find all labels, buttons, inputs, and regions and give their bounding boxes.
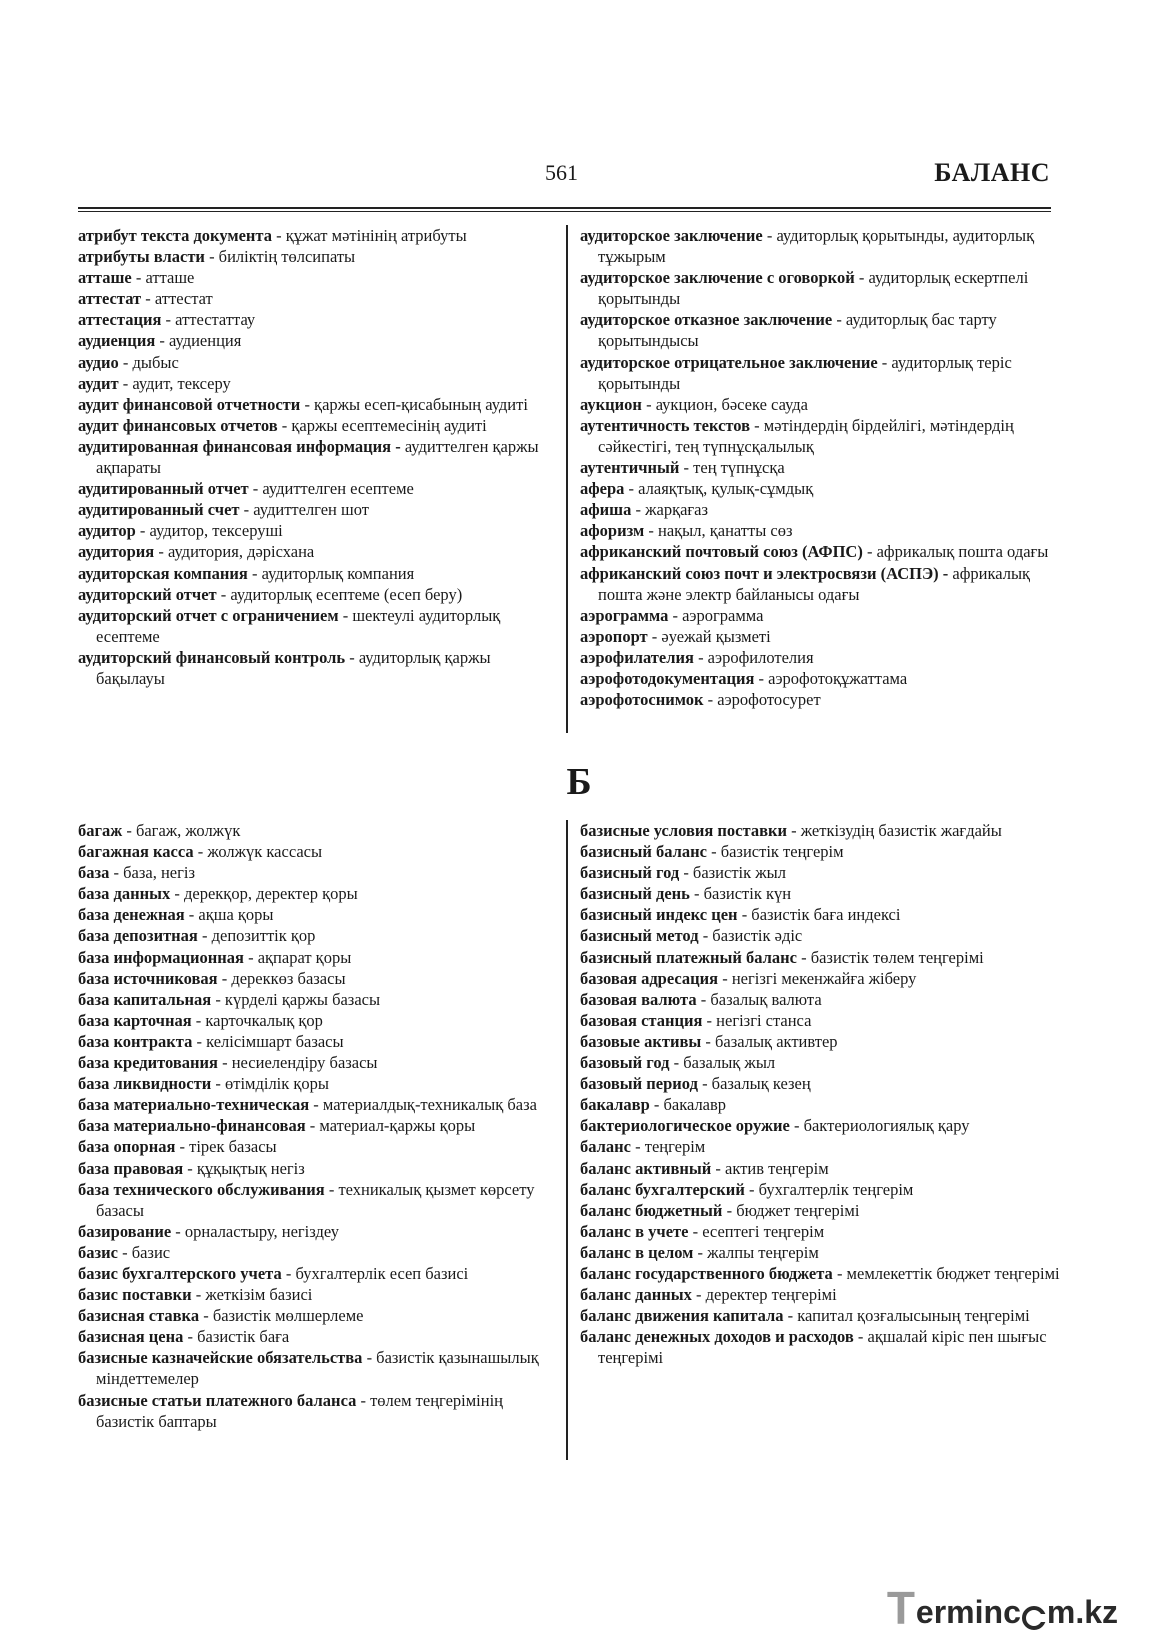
entry-definition: - актив теңгерім	[711, 1158, 829, 1178]
entry-term: базисный метод	[580, 926, 699, 946]
entry-definition: - тең түпнұсқа	[679, 458, 785, 478]
dictionary-entry	[78, 394, 556, 415]
column-left	[78, 820, 556, 1432]
entry-definition: - капитал қозғалысының теңгерімі	[783, 1306, 1030, 1326]
dictionary-entry	[580, 668, 1060, 689]
entry-definition: - әуежай қызметі	[647, 626, 771, 646]
entry-definition: - базистік әдіс	[698, 926, 803, 946]
dictionary-entry	[78, 225, 556, 246]
dictionary-entry	[580, 883, 1060, 904]
entry-definition: - аудиенция	[155, 331, 242, 351]
entry-definition: - несиелендіру базасы	[217, 1053, 378, 1073]
column-right	[580, 225, 1060, 710]
entry-definition: - техникалық қызмет көрсету базасы	[96, 1179, 535, 1220]
entry-term: аудит финансовых отчетов	[78, 415, 278, 435]
dictionary-entry	[580, 1284, 1060, 1305]
dictionary-entry	[78, 541, 556, 562]
entry-definition: - базалық жыл	[669, 1053, 776, 1073]
entry-definition: - базис	[117, 1242, 171, 1262]
entry-term: базисные казначейские обязательства	[78, 1348, 363, 1368]
dictionary-entry	[78, 883, 556, 904]
entry-definition: африкалық пошта және электр байланысы одағы	[598, 563, 1031, 604]
dictionary-entry	[580, 968, 1060, 989]
entry-term: базис поставки	[78, 1285, 192, 1305]
entry-term: аудит финансовой отчетности	[78, 394, 301, 414]
dictionary-entry	[580, 1326, 1060, 1368]
dictionary-entry	[580, 563, 1060, 605]
entry-definition: - келісімшарт базасы	[192, 1031, 344, 1051]
dictionary-entry	[78, 605, 556, 647]
dictionary-entry	[78, 436, 556, 478]
entry-term: база информационная	[78, 947, 244, 967]
entry-term: база контракта	[78, 1031, 193, 1051]
dictionary-entry	[580, 904, 1060, 925]
entry-definition: - базистік баға	[183, 1327, 290, 1347]
entry-term: база капитальная	[78, 989, 212, 1009]
entry-definition: - жеткізудің базистік жағдайы	[787, 821, 1002, 840]
dictionary-entry	[580, 499, 1060, 520]
dictionary-entry	[78, 989, 556, 1010]
dictionary-entry	[580, 541, 1060, 562]
entry-definition: - материалдық-техникалық база	[309, 1095, 537, 1115]
entry-term: баланс бухгалтерский	[580, 1179, 745, 1199]
entry-definition: - аукцион, бәсеке сауда	[641, 394, 809, 414]
dictionary-entry	[580, 1010, 1060, 1031]
entry-definition: - өтімділік қоры	[211, 1074, 330, 1094]
letter-heading: Б	[566, 761, 592, 803]
entry-definition: - аудиторлық бас тарту қорытындысы	[598, 310, 997, 351]
entry-definition: - құжат мәтінінің атрибуты	[271, 226, 467, 245]
dictionary-entry	[78, 415, 556, 436]
entry-term: аэрограмма	[580, 605, 669, 625]
dictionary-entry	[78, 904, 556, 925]
entry-term: аутентичный	[580, 458, 680, 478]
dictionary-entry	[78, 520, 556, 541]
dictionary-entry	[580, 1115, 1060, 1136]
entry-term: аудиторский отчет	[78, 584, 217, 604]
entry-term: база материально-техническая	[78, 1095, 310, 1115]
dictionary-entry	[78, 1221, 556, 1242]
entry-term: аудитория	[78, 542, 155, 562]
column-divider	[566, 225, 568, 733]
entry-term: базис бухгалтерского учета	[78, 1263, 282, 1283]
dictionary-entry	[78, 862, 556, 883]
entry-term: базирование	[78, 1221, 172, 1241]
entry-definition: - аэрофотосурет	[703, 690, 821, 710]
termincom-logo	[886, 1582, 1118, 1634]
entry-term: баланс государственного бюджета	[580, 1263, 833, 1283]
entry-term: аудиторский финансовый контроль	[78, 647, 346, 667]
dictionary-entry	[78, 968, 556, 989]
entry-term: базисные условия поставки	[580, 821, 787, 840]
entry-term: баланс денежных доходов и расходов	[580, 1327, 854, 1347]
dictionary-entry	[78, 330, 556, 351]
dictionary-entry	[580, 267, 1060, 309]
entry-term: баланс движения капитала	[580, 1306, 784, 1326]
entry-definition: - аудиторлық ескертпелі қорытынды	[598, 268, 1029, 309]
entry-term: аудитированный отчет	[78, 479, 249, 499]
entry-term: базовая валюта	[580, 989, 697, 1009]
dictionary-entry	[580, 1073, 1060, 1094]
dictionary-entry	[78, 1242, 556, 1263]
entry-definition: - атташе	[131, 268, 195, 288]
entry-term: аукцион	[580, 394, 642, 414]
entry-term: аудитор	[78, 521, 136, 541]
dictionary-entry	[78, 267, 556, 288]
dictionary-entry	[78, 563, 556, 584]
dictionary-entry	[580, 647, 1060, 668]
dictionary-entry	[580, 352, 1060, 394]
entry-definition: - теңгерім	[630, 1137, 706, 1157]
dictionary-entry	[580, 1221, 1060, 1242]
entry-definition: - базистік теңгерім	[706, 842, 844, 862]
dictionary-entry	[580, 520, 1060, 541]
entry-definition: - есептегі теңгерім	[688, 1221, 825, 1241]
entry-definition: - тірек базасы	[175, 1137, 277, 1157]
entry-definition: - аудитор, тексеруші	[135, 521, 283, 541]
entry-definition: - аудиторлық қорытынды, аудиторлық тұжырым	[598, 226, 1035, 267]
dictionary-entry	[580, 1031, 1060, 1052]
entry-term: аудитированный счет	[78, 500, 240, 520]
dictionary-entry	[78, 1326, 556, 1347]
dictionary-entry	[78, 246, 556, 267]
dictionary-entry	[580, 415, 1060, 457]
dictionary-entry	[78, 1305, 556, 1326]
entry-definition: - төлем теңгерімінің базистік баптары	[96, 1390, 504, 1431]
entry-term: аудиторская компания	[78, 563, 248, 583]
entry-definition: - нақыл, қанатты сөз	[644, 521, 793, 541]
dictionary-entry	[78, 1052, 556, 1073]
entry-term: баланс бюджетный	[580, 1200, 723, 1220]
column-right	[580, 820, 1060, 1368]
entry-definition: - аудиттелген шот	[239, 500, 369, 520]
dictionary-entry	[580, 989, 1060, 1010]
entry-term: бактериологическое оружие	[580, 1116, 790, 1136]
dictionary-entry	[78, 309, 556, 330]
entry-term: аттестат	[78, 289, 142, 309]
entry-term: базисный день	[580, 884, 690, 904]
entry-definition: - депозиттік қор	[197, 926, 316, 946]
dictionary-entry	[580, 1052, 1060, 1073]
dictionary-entry	[580, 394, 1060, 415]
entry-term: базисная цена	[78, 1327, 184, 1347]
entry-definition: - африкалық пошта одағы	[862, 542, 1049, 562]
entry-term: аэрофотодокументация	[580, 668, 755, 688]
dictionary-entry	[78, 1073, 556, 1094]
entry-term: база денежная	[78, 905, 185, 925]
entry-term: базисный индекс цен	[580, 905, 738, 925]
logo-t-letter: T	[886, 1582, 915, 1634]
column-left	[78, 225, 556, 689]
dictionary-entry	[580, 309, 1060, 351]
dictionary-entry	[78, 1158, 556, 1179]
dictionary-entry	[78, 1136, 556, 1157]
entry-definition: - дереккөз базасы	[217, 968, 346, 988]
dictionary-entry	[78, 647, 556, 689]
dictionary-entry	[78, 1010, 556, 1031]
logo-text-b: m.kz	[1046, 1594, 1118, 1630]
entry-definition: - базистік күн	[689, 884, 792, 904]
entry-term: аудит	[78, 373, 119, 393]
entry-definition: - биліктің төлсипаты	[204, 247, 356, 267]
dictionary-entry	[580, 605, 1060, 626]
dictionary-entry	[78, 820, 556, 841]
dictionary-entry	[78, 947, 556, 968]
entry-definition: - ақша қоры	[184, 905, 274, 925]
dictionary-entry	[78, 288, 556, 309]
entry-term: базисные статьи платежного баланса	[78, 1390, 357, 1410]
entry-term: аутентичность текстов	[580, 415, 751, 435]
entry-definition: - базалық валюта	[696, 989, 822, 1009]
entry-term: аттестация	[78, 310, 162, 330]
dictionary-entry	[78, 1094, 556, 1115]
entry-definition: - аэрофотоқұжаттама	[754, 668, 908, 688]
entry-definition: - күрделі қаржы базасы	[211, 989, 381, 1009]
dictionary-entry	[580, 689, 1060, 710]
entry-definition: - бактериологиялық қару	[789, 1116, 970, 1136]
dictionary-entry	[78, 925, 556, 946]
logo-o-icon	[1022, 1606, 1046, 1630]
entry-definition: - жалпы теңгерім	[693, 1242, 819, 1262]
entry-definition: - базистік қазынашылық міндеттемелер	[96, 1348, 539, 1389]
dictionary-entry	[78, 352, 556, 373]
entry-term: аэропорт	[580, 626, 648, 646]
entry-definition: - база, негіз	[109, 863, 195, 883]
entry-term: атрибуты власти	[78, 247, 205, 267]
entry-term: базовый год	[580, 1053, 670, 1073]
logo-text-a: erminc	[915, 1594, 1021, 1630]
dictionary-entry	[78, 1390, 556, 1432]
entry-term: базовая станция	[580, 1010, 703, 1030]
entry-term: база правовая	[78, 1158, 184, 1178]
entry-term: баланс в учете	[580, 1221, 689, 1241]
dictionary-entry	[78, 1179, 556, 1221]
entry-term: баланс данных	[580, 1285, 692, 1305]
dictionary-entry	[580, 1305, 1060, 1326]
entry-definition: - бюджет теңгерімі	[722, 1200, 860, 1220]
dictionary-entry	[78, 1031, 556, 1052]
entry-term: багаж	[78, 821, 123, 840]
entry-term: база кредитования	[78, 1053, 218, 1073]
entry-term: африканский союз почт и электросвязи (АСПЭ) -	[580, 563, 949, 583]
entry-term: аудиторское отрицательное заключение	[580, 352, 878, 372]
entry-definition: - бухгалтерлік теңгерім	[744, 1179, 914, 1199]
entry-term: базис	[78, 1242, 118, 1262]
header-rule-thin	[78, 211, 1051, 212]
entry-term: база технического обслуживания	[78, 1179, 325, 1199]
entry-definition: - деректер теңгерімі	[691, 1285, 837, 1305]
entry-definition: - базалық кезең	[697, 1074, 811, 1094]
entry-term: аудиторское отказное заключение	[580, 310, 833, 330]
entry-definition: - қаржы есеп-қисабының аудиті	[300, 394, 528, 414]
entry-definition: - базалық активтер	[701, 1031, 838, 1051]
column-divider	[566, 820, 568, 1460]
dictionary-entry	[78, 1263, 556, 1284]
entry-definition: - жеткізім базисі	[191, 1285, 313, 1305]
entry-definition: - мемлекеттік бюджет теңгерімі	[832, 1263, 1060, 1283]
entry-definition: - багаж, жолжүк	[122, 821, 241, 840]
entry-definition: - жарқағаз	[631, 500, 709, 520]
entry-definition: - аттестаттау	[161, 310, 256, 330]
dictionary-entry	[580, 1242, 1060, 1263]
dictionary-entry	[580, 925, 1060, 946]
dictionary-entry	[580, 457, 1060, 478]
entry-definition: - базистік баға индексі	[737, 905, 901, 925]
entry-term: база материально-финансовая	[78, 1116, 306, 1136]
dictionary-entry	[580, 478, 1060, 499]
entry-term: багажная касса	[78, 842, 194, 862]
entry-definition: - аэрограмма	[668, 605, 764, 625]
dictionary-entry	[580, 1263, 1060, 1284]
entry-definition: - негізгі мекенжайға жіберу	[718, 968, 917, 988]
entry-term: аэрофотоснимок	[580, 690, 704, 710]
dictionary-entry	[78, 1347, 556, 1389]
entry-definition: - аудит, тексеру	[118, 373, 231, 393]
entry-definition: - аудиторлық есептеме (есеп беру)	[216, 584, 463, 604]
entry-definition: - алаяқтық, қулық-сұмдық	[624, 479, 814, 499]
dictionary-entry	[580, 862, 1060, 883]
entry-term: аудитированная финансовая информация -	[78, 436, 401, 456]
entry-definition: - қаржы есептемесінің аудиті	[277, 415, 487, 435]
entry-term: аудиенция	[78, 331, 156, 351]
dictionary-entry	[78, 499, 556, 520]
entry-definition: - аэрофилотелия	[693, 647, 814, 667]
entry-term: базисный баланс	[580, 842, 707, 862]
dictionary-entry	[580, 626, 1060, 647]
entry-term: база	[78, 863, 110, 883]
entry-definition: - аудиторлық қаржы бақылауы	[96, 647, 491, 688]
entry-term: афиша	[580, 500, 632, 520]
entry-term: аудиторский отчет с ограничением	[78, 605, 339, 625]
entry-definition: - құқықтық негіз	[183, 1158, 305, 1178]
entry-term: аэрофилателия	[580, 647, 694, 667]
entry-definition: - мәтіндердің бірдейлігі, мәтіндердің сәйкестігі, тең түпнұсқалылық	[598, 415, 1014, 456]
entry-term: база источниковая	[78, 968, 218, 988]
entry-term: база данных	[78, 884, 171, 904]
entry-definition: - аудиторлық компания	[247, 563, 415, 583]
dictionary-entry	[580, 841, 1060, 862]
running-head: БАЛАНС	[934, 158, 1050, 187]
entry-term: базисная ставка	[78, 1306, 200, 1326]
entry-term: баланс в целом	[580, 1242, 694, 1262]
entry-term: атрибут текста документа	[78, 226, 272, 245]
entry-definition: - карточкалық қор	[191, 1010, 323, 1030]
dictionary-entry	[580, 1158, 1060, 1179]
dictionary-entry	[580, 225, 1060, 267]
entry-definition: - аудиттелген есептеме	[248, 479, 414, 499]
entry-definition: - базистік төлем теңгерімі	[796, 947, 984, 967]
dictionary-entry	[580, 1179, 1060, 1200]
entry-term: база опорная	[78, 1137, 176, 1157]
entry-definition: - аудиторлық теріс қорытынды	[598, 352, 1012, 393]
dictionary-entry	[78, 1284, 556, 1305]
dictionary-entry	[580, 820, 1060, 841]
entry-definition: - негізгі станса	[702, 1010, 812, 1030]
entry-definition: - дыбыс	[118, 352, 179, 372]
entry-term: аудиторское заключение	[580, 226, 763, 245]
entry-term: атташе	[78, 268, 132, 288]
page-number: 561	[545, 160, 578, 185]
entry-definition: - дерекқор, деректер қоры	[170, 884, 358, 904]
entry-definition: - ақшалай кіріс пен шығыс теңгерімі	[598, 1327, 1047, 1368]
entry-term: баланс активный	[580, 1158, 712, 1178]
entry-definition: - аттестат	[141, 289, 213, 309]
dictionary-entry	[580, 1094, 1060, 1115]
dictionary-entry	[78, 373, 556, 394]
entry-term: бакалавр	[580, 1095, 650, 1115]
entry-definition: - аудитория, дәрісхана	[154, 542, 315, 562]
dictionary-entry	[580, 1136, 1060, 1157]
entry-term: афоризм	[580, 521, 645, 541]
entry-term: базисный платежный баланс	[580, 947, 797, 967]
dictionary-entry	[78, 1115, 556, 1136]
entry-term: базовые активы	[580, 1031, 702, 1051]
entry-definition: - бакалавр	[649, 1095, 727, 1115]
entry-term: аудиторское заключение с оговоркой	[580, 268, 855, 288]
entry-definition: аудиттелген қаржы ақпараты	[96, 436, 539, 478]
entry-definition: - ақпарат қоры	[243, 947, 352, 967]
entry-definition: - материал-қаржы қоры	[305, 1116, 476, 1136]
entry-definition: - бухгалтерлік есеп базисі	[281, 1263, 469, 1283]
entry-term: аудио	[78, 352, 119, 372]
header-rule-thick	[78, 207, 1051, 209]
dictionary-entry	[580, 1200, 1060, 1221]
dictionary-entry	[78, 478, 556, 499]
dictionary-entry	[78, 841, 556, 862]
entry-definition: - базистік мөлшерлеме	[199, 1306, 364, 1326]
entry-term: африканский почтовый союз (АФПС)	[580, 542, 863, 562]
entry-term: базисный год	[580, 863, 680, 883]
entry-definition: - шектеулі аудиторлық есептеме	[96, 605, 501, 646]
entry-term: баланс	[580, 1137, 631, 1157]
entry-definition: - жолжүк кассасы	[193, 842, 323, 862]
entry-term: база депозитная	[78, 926, 198, 946]
entry-definition: - орналастыру, негіздеу	[171, 1221, 340, 1241]
entry-term: афера	[580, 479, 625, 499]
entry-term: база карточная	[78, 1010, 192, 1030]
entry-definition: - базистік жыл	[679, 863, 786, 883]
entry-term: база ликвидности	[78, 1074, 212, 1094]
entry-term: базовый период	[580, 1074, 698, 1094]
dictionary-entry	[580, 947, 1060, 968]
dictionary-entry	[78, 584, 556, 605]
entry-term: базовая адресация	[580, 968, 719, 988]
